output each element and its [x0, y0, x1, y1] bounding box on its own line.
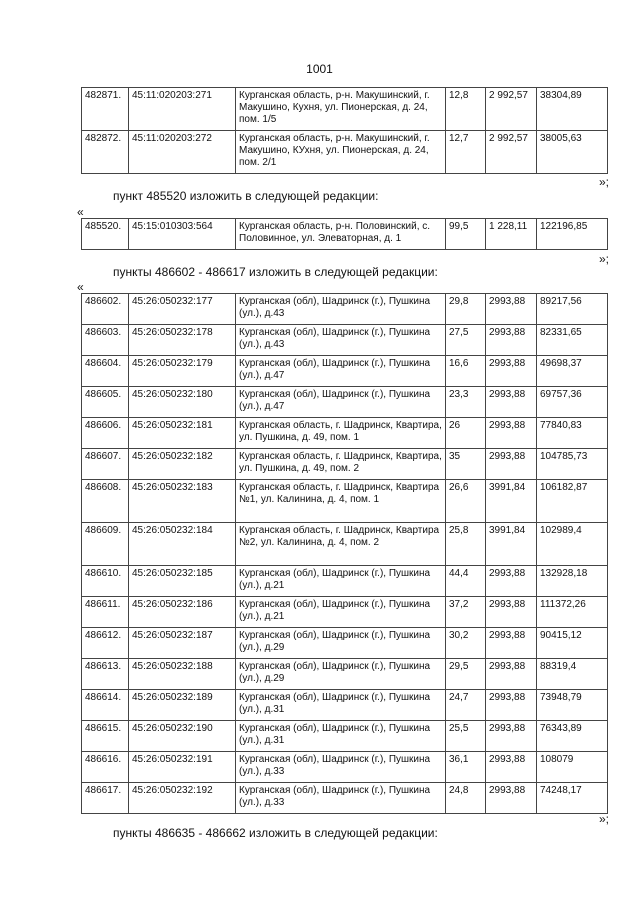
address-cell: Курганская область, р-н. Макушинский, г. Макушино, КУхня, ул. Пионерская, д. 24, пом. 2/1 [236, 131, 446, 174]
cadastral-value-cell: 82331,65 [537, 325, 608, 356]
table-row [82, 628, 608, 659]
cadastral-value-cell: 77840,83 [537, 418, 608, 449]
cadastral-number-cell: 45:26:050232:182 [129, 449, 236, 480]
row-number-cell: 486613. [82, 659, 129, 690]
row-number-cell: 482871. [82, 88, 129, 131]
rate-cell: 2993,88 [486, 721, 537, 752]
table-row [82, 88, 608, 131]
property-table-3 [81, 293, 608, 814]
paragraph-amend-486635-486662: пункты 486635 - 486662 изложить в следующей редакции: [113, 826, 438, 840]
cadastral-number-cell: 45:11:020203:272 [129, 131, 236, 174]
address-cell: Курганская (обл), Шадринск (г.), Пушкина (ул.), д.29 [236, 628, 446, 659]
address-cell: Курганская (обл), Шадринск (г.), Пушкина (ул.), д.31 [236, 690, 446, 721]
table-row [82, 783, 608, 814]
cadastral-number-cell: 45:26:050232:177 [129, 294, 236, 325]
cadastral-value-cell: 38304,89 [537, 88, 608, 131]
row-number-cell: 486617. [82, 783, 129, 814]
area-cell: 30,2 [446, 628, 486, 659]
rate-cell: 1 228,11 [486, 219, 537, 250]
table-row [82, 752, 608, 783]
cadastral-number-cell: 45:26:050232:186 [129, 597, 236, 628]
area-cell: 99,5 [446, 219, 486, 250]
rate-cell: 2993,88 [486, 690, 537, 721]
cadastral-value-cell: 102989,4 [537, 523, 608, 566]
cadastral-value-cell: 88319,4 [537, 659, 608, 690]
row-number-cell: 486611. [82, 597, 129, 628]
rate-cell: 2993,88 [486, 752, 537, 783]
table-row [82, 721, 608, 752]
cadastral-value-cell: 89217,56 [537, 294, 608, 325]
row-number-cell: 482872. [82, 131, 129, 174]
row-number-cell: 486605. [82, 387, 129, 418]
address-cell: Курганская (обл), Шадринск (г.), Пушкина (ул.), д.33 [236, 752, 446, 783]
cadastral-value-cell: 104785,73 [537, 449, 608, 480]
cadastral-number-cell: 45:26:050232:187 [129, 628, 236, 659]
address-cell: Курганская (обл), Шадринск (г.), Пушкина (ул.), д.47 [236, 387, 446, 418]
area-cell: 26 [446, 418, 486, 449]
address-cell: Курганская (обл), Шадринск (г.), Пушкина (ул.), д.33 [236, 783, 446, 814]
rate-cell: 2993,88 [486, 325, 537, 356]
cadastral-number-cell: 45:26:050232:181 [129, 418, 236, 449]
address-cell: Курганская (обл), Шадринск (г.), Пушкина (ул.), д.21 [236, 566, 446, 597]
address-cell: Курганская область, г. Шадринск, Квартира №1, ул. Калинина, д. 4, пом. 1 [236, 480, 446, 523]
table-row [82, 597, 608, 628]
property-table-1 [81, 87, 608, 174]
area-cell: 35 [446, 449, 486, 480]
table-row [82, 219, 608, 250]
table-row [82, 131, 608, 174]
row-number-cell: 486612. [82, 628, 129, 659]
address-cell: Курганская (обл), Шадринск (г.), Пушкина (ул.), д.29 [236, 659, 446, 690]
area-cell: 26,6 [446, 480, 486, 523]
address-cell: Курганская область, р-н. Половинский, с. Половинное, ул. Элеваторная, д. 1 [236, 219, 446, 250]
area-cell: 23,3 [446, 387, 486, 418]
area-cell: 29,8 [446, 294, 486, 325]
cadastral-number-cell: 45:26:050232:189 [129, 690, 236, 721]
cadastral-value-cell: 108079 [537, 752, 608, 783]
cadastral-value-cell: 74248,17 [537, 783, 608, 814]
rate-cell: 2993,88 [486, 356, 537, 387]
table-row [82, 659, 608, 690]
closing-quote-1: »; [598, 175, 609, 189]
cadastral-value-cell: 76343,89 [537, 721, 608, 752]
paragraph-amend-486602-486617: пункты 486602 - 486617 изложить в следующей редакции: [113, 265, 438, 279]
address-cell: Курганская (обл), Шадринск (г.), Пушкина (ул.), д.43 [236, 294, 446, 325]
address-cell: Курганская область, г. Шадринск, Квартира, ул. Пушкина, д. 49, пом. 1 [236, 418, 446, 449]
area-cell: 12,8 [446, 88, 486, 131]
cadastral-number-cell: 45:26:050232:178 [129, 325, 236, 356]
row-number-cell: 486608. [82, 480, 129, 523]
address-cell: Курганская (обл), Шадринск (г.), Пушкина (ул.), д.31 [236, 721, 446, 752]
row-number-cell: 486615. [82, 721, 129, 752]
area-cell: 25,8 [446, 523, 486, 566]
table-row [82, 387, 608, 418]
row-number-cell: 486616. [82, 752, 129, 783]
area-cell: 16,6 [446, 356, 486, 387]
address-cell: Курганская область, г. Шадринск, Квартира №2, ул. Калинина, д. 4, пом. 2 [236, 523, 446, 566]
row-number-cell: 486610. [82, 566, 129, 597]
page-number: 1001 [306, 62, 333, 76]
cadastral-number-cell: 45:26:050232:180 [129, 387, 236, 418]
rate-cell: 2 992,57 [486, 88, 537, 131]
rate-cell: 2 992,57 [486, 131, 537, 174]
rate-cell: 2993,88 [486, 783, 537, 814]
table-row [82, 325, 608, 356]
area-cell: 24,7 [446, 690, 486, 721]
cadastral-value-cell: 106182,87 [537, 480, 608, 523]
area-cell: 29,5 [446, 659, 486, 690]
cadastral-number-cell: 45:15:010303:564 [129, 219, 236, 250]
rate-cell: 2993,88 [486, 387, 537, 418]
rate-cell: 3991,84 [486, 480, 537, 523]
table-row [82, 418, 608, 449]
area-cell: 44,4 [446, 566, 486, 597]
cadastral-number-cell: 45:26:050232:185 [129, 566, 236, 597]
rate-cell: 2993,88 [486, 449, 537, 480]
row-number-cell: 486614. [82, 690, 129, 721]
address-cell: Курганская область, г. Шадринск, Квартира, ул. Пушкина, д. 49, пом. 2 [236, 449, 446, 480]
table-row [82, 523, 608, 566]
cadastral-value-cell: 111372,26 [537, 597, 608, 628]
row-number-cell: 486602. [82, 294, 129, 325]
cadastral-number-cell: 45:26:050232:179 [129, 356, 236, 387]
cadastral-value-cell: 122196,85 [537, 219, 608, 250]
cadastral-value-cell: 49698,37 [537, 356, 608, 387]
row-number-cell: 486606. [82, 418, 129, 449]
rate-cell: 2993,88 [486, 628, 537, 659]
row-number-cell: 485520. [82, 219, 129, 250]
table-row [82, 294, 608, 325]
row-number-cell: 486604. [82, 356, 129, 387]
property-table-2 [81, 218, 608, 250]
opening-quote-2: « [77, 280, 84, 294]
rate-cell: 2993,88 [486, 566, 537, 597]
area-cell: 27,5 [446, 325, 486, 356]
closing-quote-2: »; [598, 252, 609, 266]
cadastral-number-cell: 45:26:050232:190 [129, 721, 236, 752]
area-cell: 36,1 [446, 752, 486, 783]
area-cell: 24,8 [446, 783, 486, 814]
cadastral-number-cell: 45:11:020203:271 [129, 88, 236, 131]
closing-quote-3: »; [598, 812, 609, 826]
cadastral-value-cell: 90415,12 [537, 628, 608, 659]
row-number-cell: 486607. [82, 449, 129, 480]
rate-cell: 2993,88 [486, 597, 537, 628]
cadastral-value-cell: 69757,36 [537, 387, 608, 418]
table-row [82, 566, 608, 597]
address-cell: Курганская (обл), Шадринск (г.), Пушкина (ул.), д.21 [236, 597, 446, 628]
area-cell: 12,7 [446, 131, 486, 174]
area-cell: 25,5 [446, 721, 486, 752]
cadastral-value-cell: 38005,63 [537, 131, 608, 174]
rate-cell: 2993,88 [486, 294, 537, 325]
table-row [82, 356, 608, 387]
paragraph-amend-485520: пункт 485520 изложить в следующей редакции: [113, 189, 379, 203]
address-cell: Курганская (обл), Шадринск (г.), Пушкина (ул.), д.47 [236, 356, 446, 387]
address-cell: Курганская область, р-н. Макушинский, г. Макушино, Кухня, ул. Пионерская, д. 24, пом. 1/5 [236, 88, 446, 131]
cadastral-number-cell: 45:26:050232:183 [129, 480, 236, 523]
rate-cell: 2993,88 [486, 418, 537, 449]
cadastral-number-cell: 45:26:050232:192 [129, 783, 236, 814]
rate-cell: 2993,88 [486, 659, 537, 690]
table-row [82, 690, 608, 721]
cadastral-number-cell: 45:26:050232:184 [129, 523, 236, 566]
cadastral-value-cell: 132928,18 [537, 566, 608, 597]
cadastral-number-cell: 45:26:050232:191 [129, 752, 236, 783]
cadastral-value-cell: 73948,79 [537, 690, 608, 721]
table-row [82, 480, 608, 523]
opening-quote-1: « [77, 205, 84, 219]
row-number-cell: 486603. [82, 325, 129, 356]
rate-cell: 3991,84 [486, 523, 537, 566]
table-row [82, 449, 608, 480]
row-number-cell: 486609. [82, 523, 129, 566]
cadastral-number-cell: 45:26:050232:188 [129, 659, 236, 690]
address-cell: Курганская (обл), Шадринск (г.), Пушкина (ул.), д.43 [236, 325, 446, 356]
area-cell: 37,2 [446, 597, 486, 628]
